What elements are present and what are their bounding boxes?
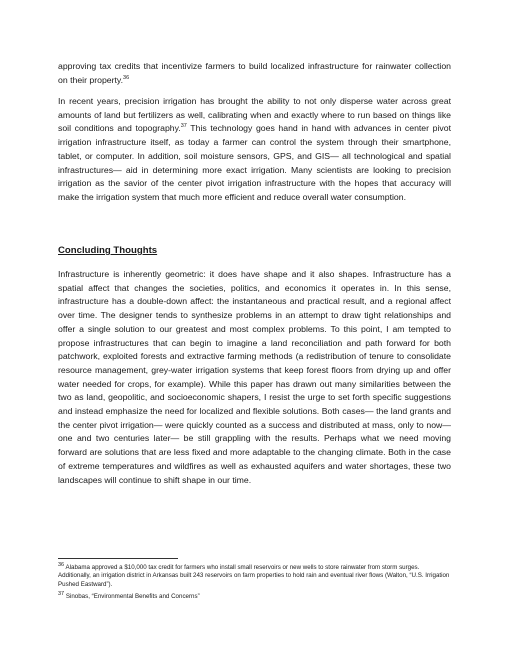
footnote-number: 36 xyxy=(58,561,65,568)
footnote-text: Sinobas, “Environmental Benefits and Concerns” xyxy=(64,593,200,600)
paragraph-rainwater xyxy=(58,60,451,87)
footnote-text: Alabama approved a $10,000 tax credit for farmers who install small reservoirs or new wells to store rainwater from storm surges. Additionally, an irrigation district in Arkansas built 243 reservoirs on farm properties to hold rain and eventual river flows (Walton, “U.S. Irrigation Pushed Eastward”). xyxy=(58,564,450,588)
footnote-ref-37: 37 xyxy=(180,123,187,130)
paragraph-text: Infrastructure is inherently geometric: it does have shape and it also shapes. Infrastructure has a spatial affect that changes the societies, politics, and economics it operates in. In this sense, infrastructure has a double-down affect: the instantaneous and practical result, and a regional affect over time. The designer tends to synthesize problems in an attempt to draw tight relationships and offer a single solution to our greatest and most complex problems. To this point, I am tempted to propose infrastructures that can begin to imagine a land reconciliation and path forward for both patchwork, exploited forests and extractive farming methods (a redistribution of tenure to consolidate resource management, grey-water irrigation systems that keep forest floors from drying up and offer water needed for crops, for example). While this paper has drawn out many similarities between the two as land, geopolitic, and socioeconomic shapers, I resist the urge to set forth specific suggestions and instead emphasize the need for localized and flexible solutions. Both cases— the land grants and the center pivot irrigation— were quickly counted as a success and distributed at mass, only to now—one and two centuries later— be still grappling with the results. Perhaps what we need moving forward are solutions that are less fixed and more adaptable to the changing climate. Both in the case of extreme temperatures and wildfires as well as exhausted aquifers and water shortages, these two landscapes will continue to shift shape in our time. xyxy=(58,269,451,485)
footnote-number: 37 xyxy=(58,590,65,597)
footnote-36 xyxy=(58,561,451,589)
paragraph-precision-irrigation xyxy=(58,95,451,205)
paragraph-text: approving tax credits that incentivize farmers to build localized infrastructure for rainwater collection on their property. xyxy=(58,61,451,85)
paragraph-text-a: In recent years, precision irrigation has brought the ability to not only disperse water across great amounts of land but fertilizers as well, calibrating when and exactly where to run based on things like soil conditions and topography. xyxy=(58,96,451,134)
footnote-37 xyxy=(58,590,451,601)
paragraph-concluding xyxy=(58,268,451,487)
footnote-ref-36: 36 xyxy=(123,74,130,81)
footnote-divider xyxy=(58,558,178,559)
paragraph-text-b: This technology goes hand in hand with advances in center pivot irrigation infrastructure itself, as today a farmer can control the system through their smartphone, tablet, or computer. In addition, soil moisture sensors, GPS, and GIS— all technological and spatial infrastructures— aid in determining more exact irrigation. Many scientists are looking to precision irrigation as the savior of the center pivot irrigation infrastructure with the hopes that accuracy will make the irrigation system that much more efficient and reduce overall water consumption. xyxy=(58,123,451,202)
section-heading: Concluding Thoughts xyxy=(58,245,158,256)
